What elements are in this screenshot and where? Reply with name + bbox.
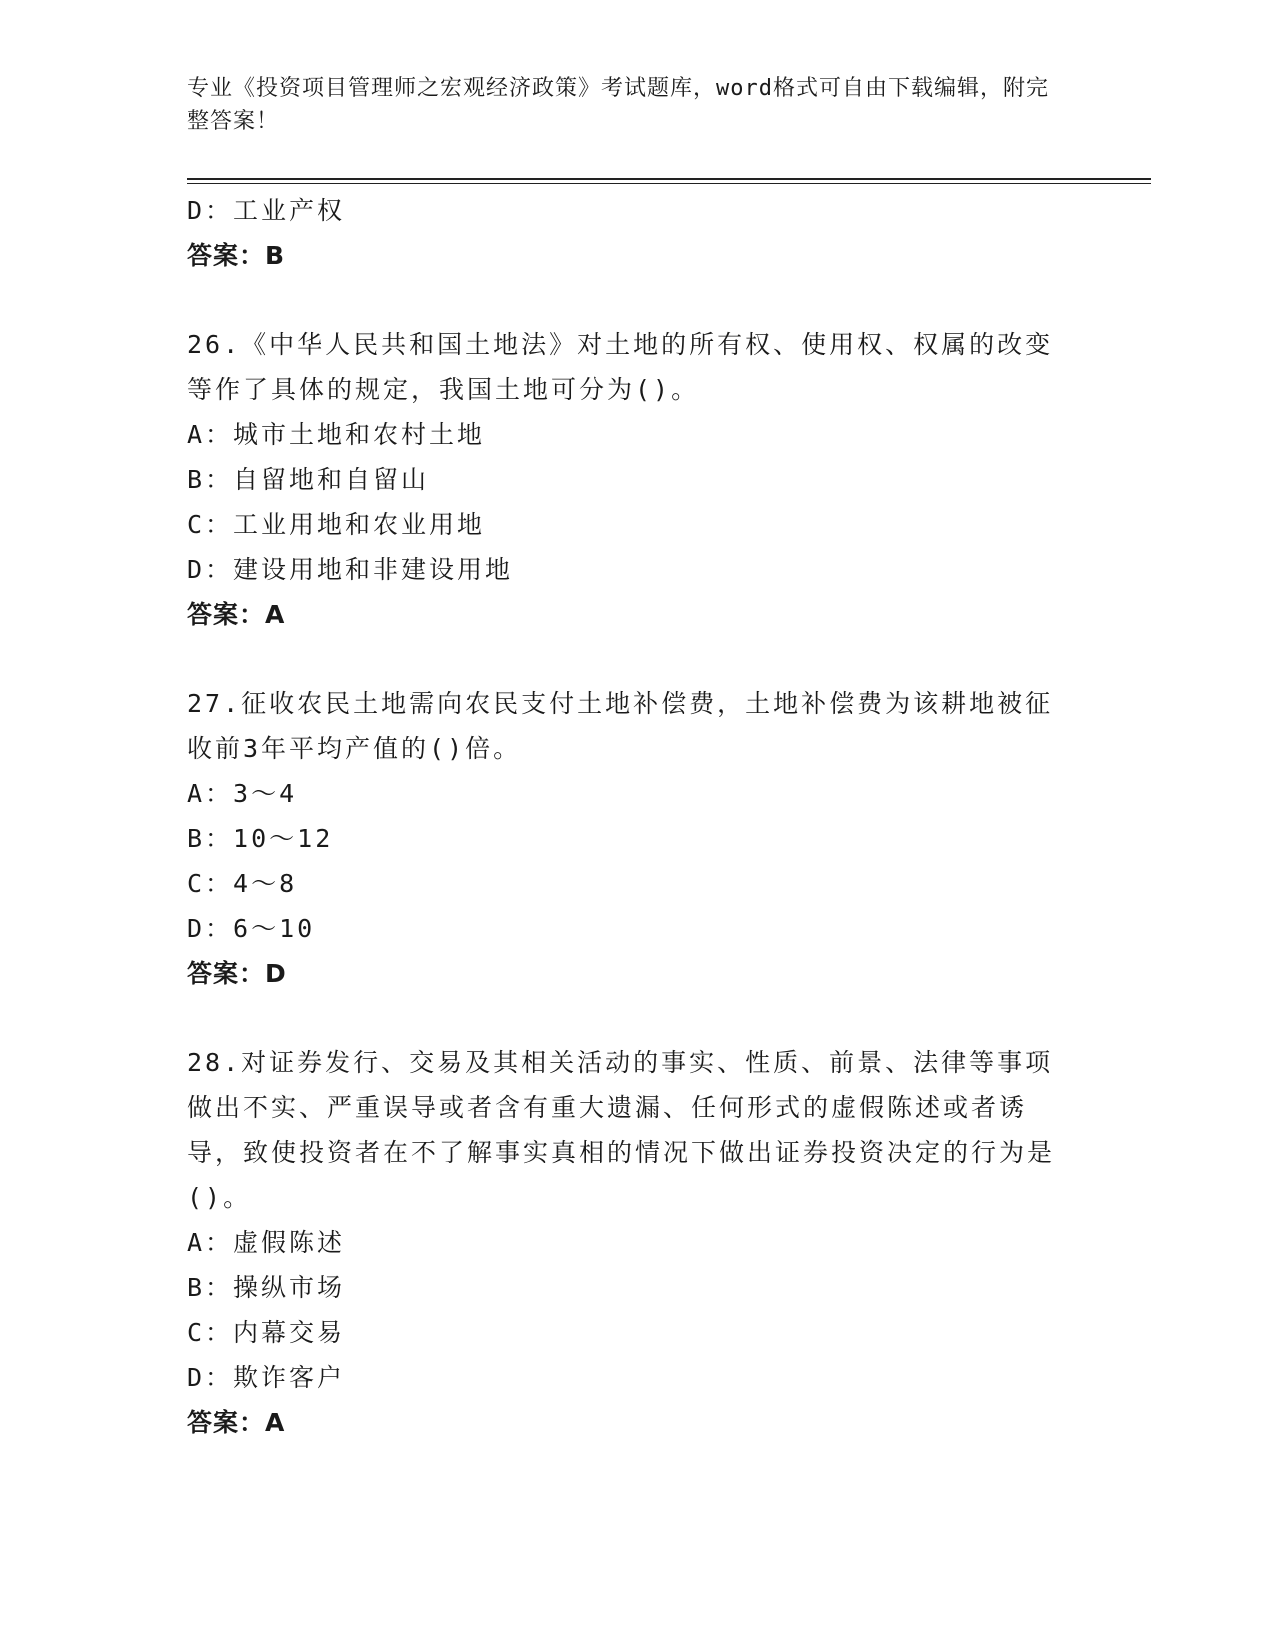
question-list xyxy=(187,188,1087,1445)
option-b: B：10～12 xyxy=(187,824,334,853)
header-rule-thin xyxy=(187,183,1151,184)
question-text: 26.《中华人民共和国土地法》对土地的所有权、使用权、权属的改变等作了具体的规定，我国土地可分为()。 xyxy=(187,330,1054,404)
question-text: 27.征收农民土地需向农民支付土地补偿费，土地补偿费为该耕地被征收前3年平均产值的()倍。 xyxy=(187,689,1054,763)
option-d: D：工业产权 xyxy=(187,196,346,225)
question-28 xyxy=(187,1040,1087,1445)
option-d: D：6～10 xyxy=(187,914,316,943)
answer: 答案：D xyxy=(187,959,287,988)
option-c: C：工业用地和农业用地 xyxy=(187,510,486,539)
option-a: A：虚假陈述 xyxy=(187,1228,346,1257)
previous-question-tail xyxy=(187,188,1087,278)
option-c: C：4～8 xyxy=(187,869,298,898)
option-d: D：欺诈客户 xyxy=(187,1363,346,1392)
question-27 xyxy=(187,681,1087,996)
document-header: 专业《投资项目管理师之宏观经济政策》考试题库，word格式可自由下载编辑，附完整答案！ xyxy=(187,76,1049,134)
header-rule-thick xyxy=(187,178,1151,180)
question-26 xyxy=(187,322,1087,637)
option-b: B：操纵市场 xyxy=(187,1273,346,1302)
option-b: B：自留地和自留山 xyxy=(187,465,430,494)
answer: 答案：B xyxy=(187,241,286,270)
answer: 答案：A xyxy=(187,1408,286,1437)
option-a: A：城市土地和农村土地 xyxy=(187,420,486,449)
question-text: 28.对证券发行、交易及其相关活动的事实、性质、前景、法律等事项做出不实、严重误导或者含有重大遗漏、任何形式的虚假陈述或者诱导，致使投资者在不了解事实真相的情况下做出证券投资决定的行为是()。 xyxy=(187,1048,1056,1212)
answer: 答案：A xyxy=(187,600,286,629)
option-d: D：建设用地和非建设用地 xyxy=(187,555,514,584)
option-a: A：3～4 xyxy=(187,779,298,808)
option-c: C：内幕交易 xyxy=(187,1318,346,1347)
